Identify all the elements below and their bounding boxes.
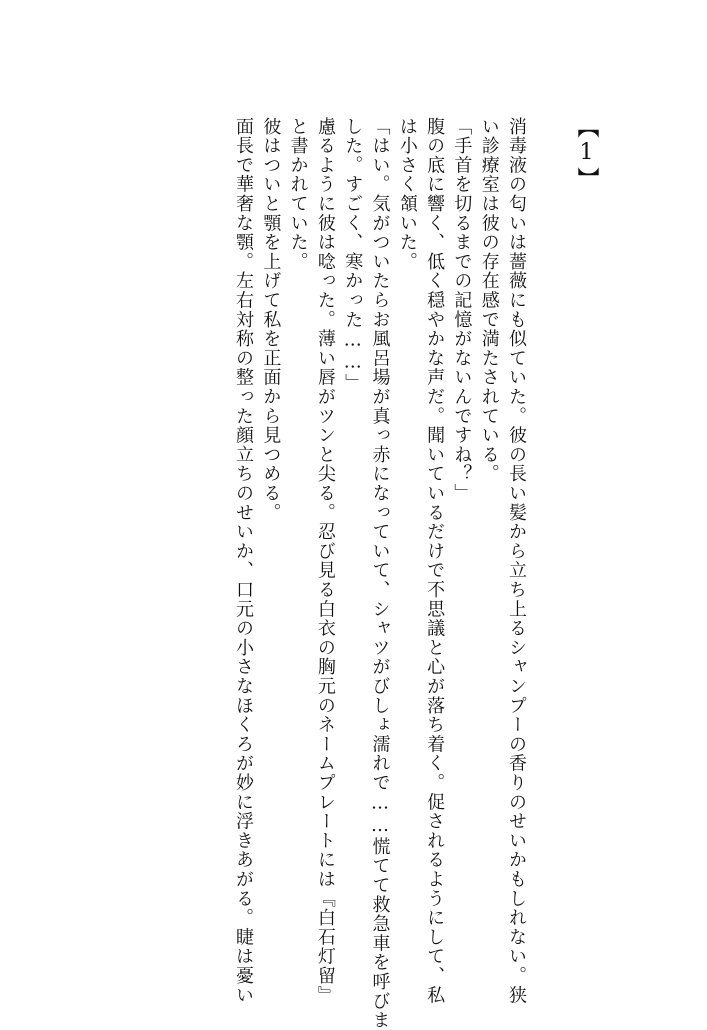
text-line-1: 消毒液の匂いは薔薇にも似ていた。彼の長い髪から立ち上るシャンプーの香りのせいかもしれない。狭 xyxy=(506,117,527,1005)
text-line-2: い診療室は彼の存在感で満たされている。 xyxy=(478,117,500,484)
text-line-10: 彼はついと顎を上げて私を正面から見つめる。 xyxy=(260,117,282,523)
text-line-11: 面長で華奢な顎。左右対称の整った顔立ちのせいか、口元の小さなほくろが妙に浮きあがる。睫は憂い xyxy=(233,117,255,1005)
text-line-5: は小さく頷いた。 xyxy=(396,117,418,272)
text-line-3: 「手首を切るまでの記憶がないんですね？」 xyxy=(451,117,473,503)
body-text xyxy=(110,117,530,1030)
text-line-9: と書かれていた。 xyxy=(287,117,309,272)
text-line-8: 慮るように彼は唸った。薄い唇がツンと尖る。忍び見る白衣の胸元のネームプレートには『白石灯留』 xyxy=(314,117,336,1005)
text-line-7: した。すごく、寒かった……」 xyxy=(342,117,364,394)
chapter-heading: 【1】 xyxy=(574,116,599,191)
text-line-4: 腹の底に響く、低く穏やかな声だ。聞いているだけで不思議と心が落ち着く。促されるようにして、私 xyxy=(424,117,446,1005)
text-line-6: 「はい。気がついたらお風呂場が真っ赤になっていて、シャツがびしょ濡れで……慌てて救急車を呼びま xyxy=(369,117,391,1030)
